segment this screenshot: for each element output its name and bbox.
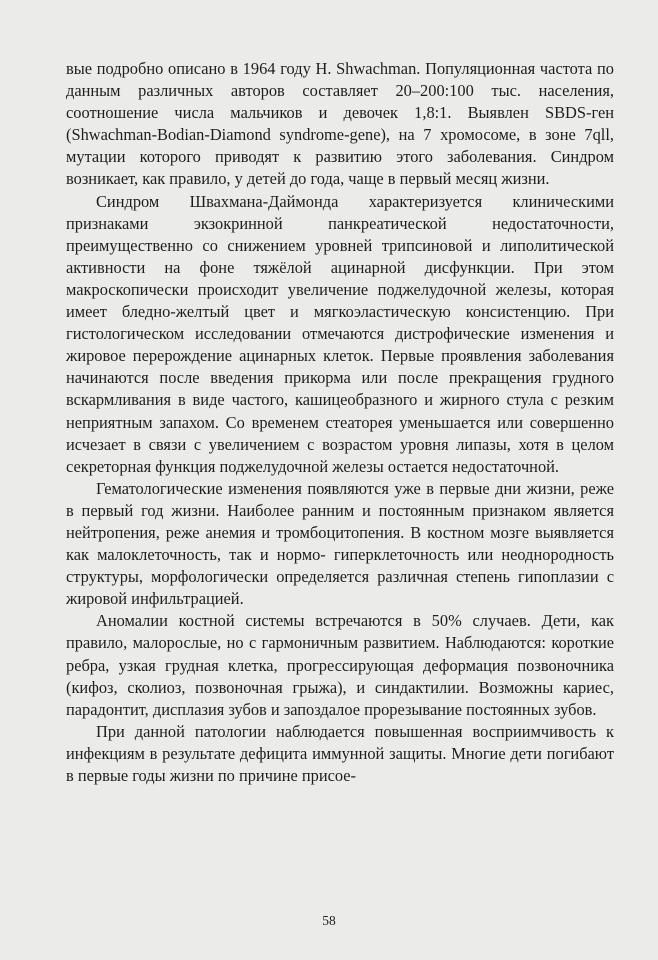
body-text xyxy=(66,58,614,787)
paragraph-4: Аномалии костной системы встречаются в 50% случаев. Дети, как правило, малорослые, но с гармоничным развитием. Наблюдаются: короткие ребра, узкая грудная клетка, прогрессирующая деформация позвоночника (кифоз, сколиоз, позвоночная грыжа), и синдактилии. Возможны кариес, парадонтит, дисплазия зубов и запоздалое прорезывание постоянных зубов. xyxy=(66,611,614,719)
page-number: 58 xyxy=(322,913,336,928)
paragraph-5: При данной патологии наблюдается повышенная восприимчивость к инфекциям в результате дефицита иммунной защиты. Многие дети погибают в первые годы жизни по причине присое- xyxy=(66,721,614,785)
paragraph-3: Гематологические изменения появляются уже в первые дни жизни, реже в первый год жизни. Наиболее ранним и постоянным признаком является нейтропения, реже анемия и тромбоцитопения. В костном мозге выявляется как малоклеточность, так и нормо- гиперклеточность или неоднородность структуры, морфологически определяется различная степень гипоплазии с жировой инфильтрацией. xyxy=(66,478,614,609)
paragraph-2: Синдром Швахмана-Даймонда характеризуется клиническими признаками экзокринной панкреатической недостаточности, преимущественно со снижением уровней трипсиновой и липолитической активности на фоне тяжёлой ацинарной дисфункции. При этом макроскопически происходит увеличение поджелудочной железы, которая имеет бледно-желтый цвет и мягкоэластическую консистенцию. При гистологическом исследовании отмечаются дистрофические изменения и жировое перерождение ацинарных клеток. Первые проявления заболевания начинаются после введения прикорма или после прекращения грудного вскармливания в виде частого, кашицеобразного и жирного стула с резким неприятным запахом. Со временем стеаторея уменьшается или совершенно исчезает в связи с увеличением с возрастом уровня липазы, хотя в целом секреторная функция поджелудочной железы остается недостаточной. xyxy=(66,191,614,476)
paragraph-1: вые подробно описано в 1964 году H. Shwachman. Популяционная частота по данным различных авторов составляет 20–200:100 тыс. населения, соотношение числа мальчиков и девочек 1,8:1. Выявлен SBDS-ген (Shwachman-Bodian-Diamond syndrome-gene), на 7 хромосоме, в зоне 7qll, мутации которого приводят к развитию этого заболевания. Синдром возникает, как правило, у детей до года, чаще в первый месяц жизни. xyxy=(66,59,614,189)
